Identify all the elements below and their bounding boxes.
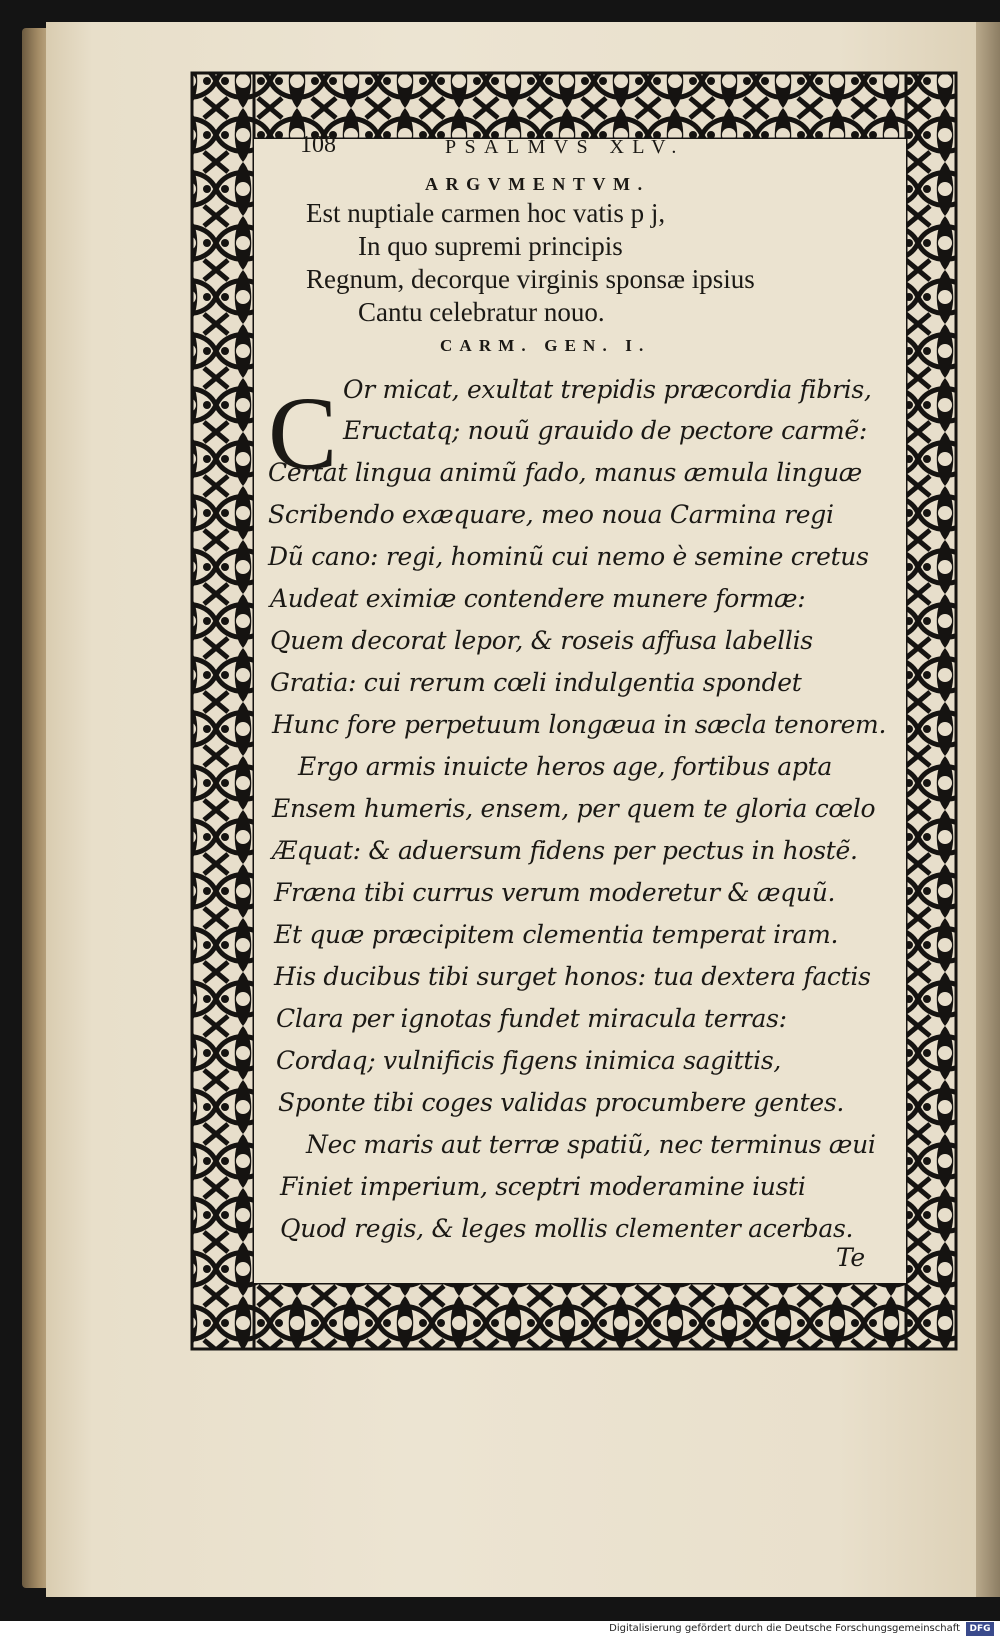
poem-line: Quem decorat lepor, & roseis affusa labellis <box>270 626 813 655</box>
border-top <box>192 73 956 139</box>
footer-credit: Digitalisierung gefördert durch die Deutsche Forschungsgemeinschaft <box>609 1623 960 1634</box>
poem-line: Certat lingua animũ fado, manus æmula linguæ <box>268 458 862 487</box>
poem-line: Quod regis, & leges mollis clementer acerbas. <box>280 1214 854 1243</box>
poem-line: Sponte tibi coges validas procumbere gentes. <box>278 1088 845 1117</box>
poem-line: Hunc fore perpetuum longæua in sæcla tenorem. <box>272 710 887 739</box>
poem-line: Clara per ignotas fundet miracula terras: <box>276 1004 787 1033</box>
catchword: Te <box>836 1243 865 1272</box>
poem-line: Ergo armis inuicte heros age, fortibus apta <box>298 752 832 781</box>
poem-line: Dũ cano: regi, hominũ cui nemo è semine cretus <box>268 542 869 571</box>
poem-line: Audeat eximiæ contendere munere formæ: <box>270 584 806 613</box>
poem-line: Et quæ præcipitem clementia temperat iram. <box>274 920 839 949</box>
section-heading: CARM. GEN. I. <box>440 336 651 355</box>
poem-line: Gratia: cui rerum cœli indulgentia spondet <box>270 668 802 697</box>
poem-line: Cordaq; vulnificis figens inimica sagittis, <box>276 1046 782 1075</box>
argument-heading: ARGVMENTVM. <box>425 174 650 194</box>
poem-line: Scribendo exæquare, meo noua Carmina regi <box>268 500 834 529</box>
poem-line: His ducibus tibi surget honos: tua dextera factis <box>274 962 871 991</box>
dfg-logo: DFG <box>966 1622 994 1636</box>
argument-line: Cantu celebratur nouo. <box>358 297 605 327</box>
poem-line: Nec maris aut terræ spatiũ, nec terminus æui <box>306 1130 876 1159</box>
page-number: 108 <box>300 132 336 158</box>
drop-cap: C <box>268 376 338 491</box>
poem-line: Ensem humeris, ensem, per quem te gloria cœlo <box>272 794 876 823</box>
border-bottom <box>205 1283 956 1349</box>
poem-line: Or micat, exultat trepidis præcordia fibris, <box>343 375 872 404</box>
argument-line: In quo supremi principis <box>358 231 623 261</box>
poem-line: Æquat: & aduersum fidens per pectus in hostẽ. <box>272 836 858 865</box>
argument-line: Regnum, decorque virginis sponsæ ipsius <box>306 264 755 294</box>
poem-line: Eructatq; nouũ grauido de pectore carmẽ: <box>343 416 868 445</box>
border-right <box>906 73 956 1349</box>
argument-line: Est nuptiale carmen hoc vatis p j, <box>306 198 666 228</box>
poem-line: Finiet imperium, sceptri moderamine iusti <box>280 1172 806 1201</box>
poem-line: Fræna tibi currus verum moderetur & æquũ. <box>274 878 836 907</box>
running-title: PSALMVS XLV. <box>445 136 685 158</box>
border-left <box>192 73 254 1349</box>
